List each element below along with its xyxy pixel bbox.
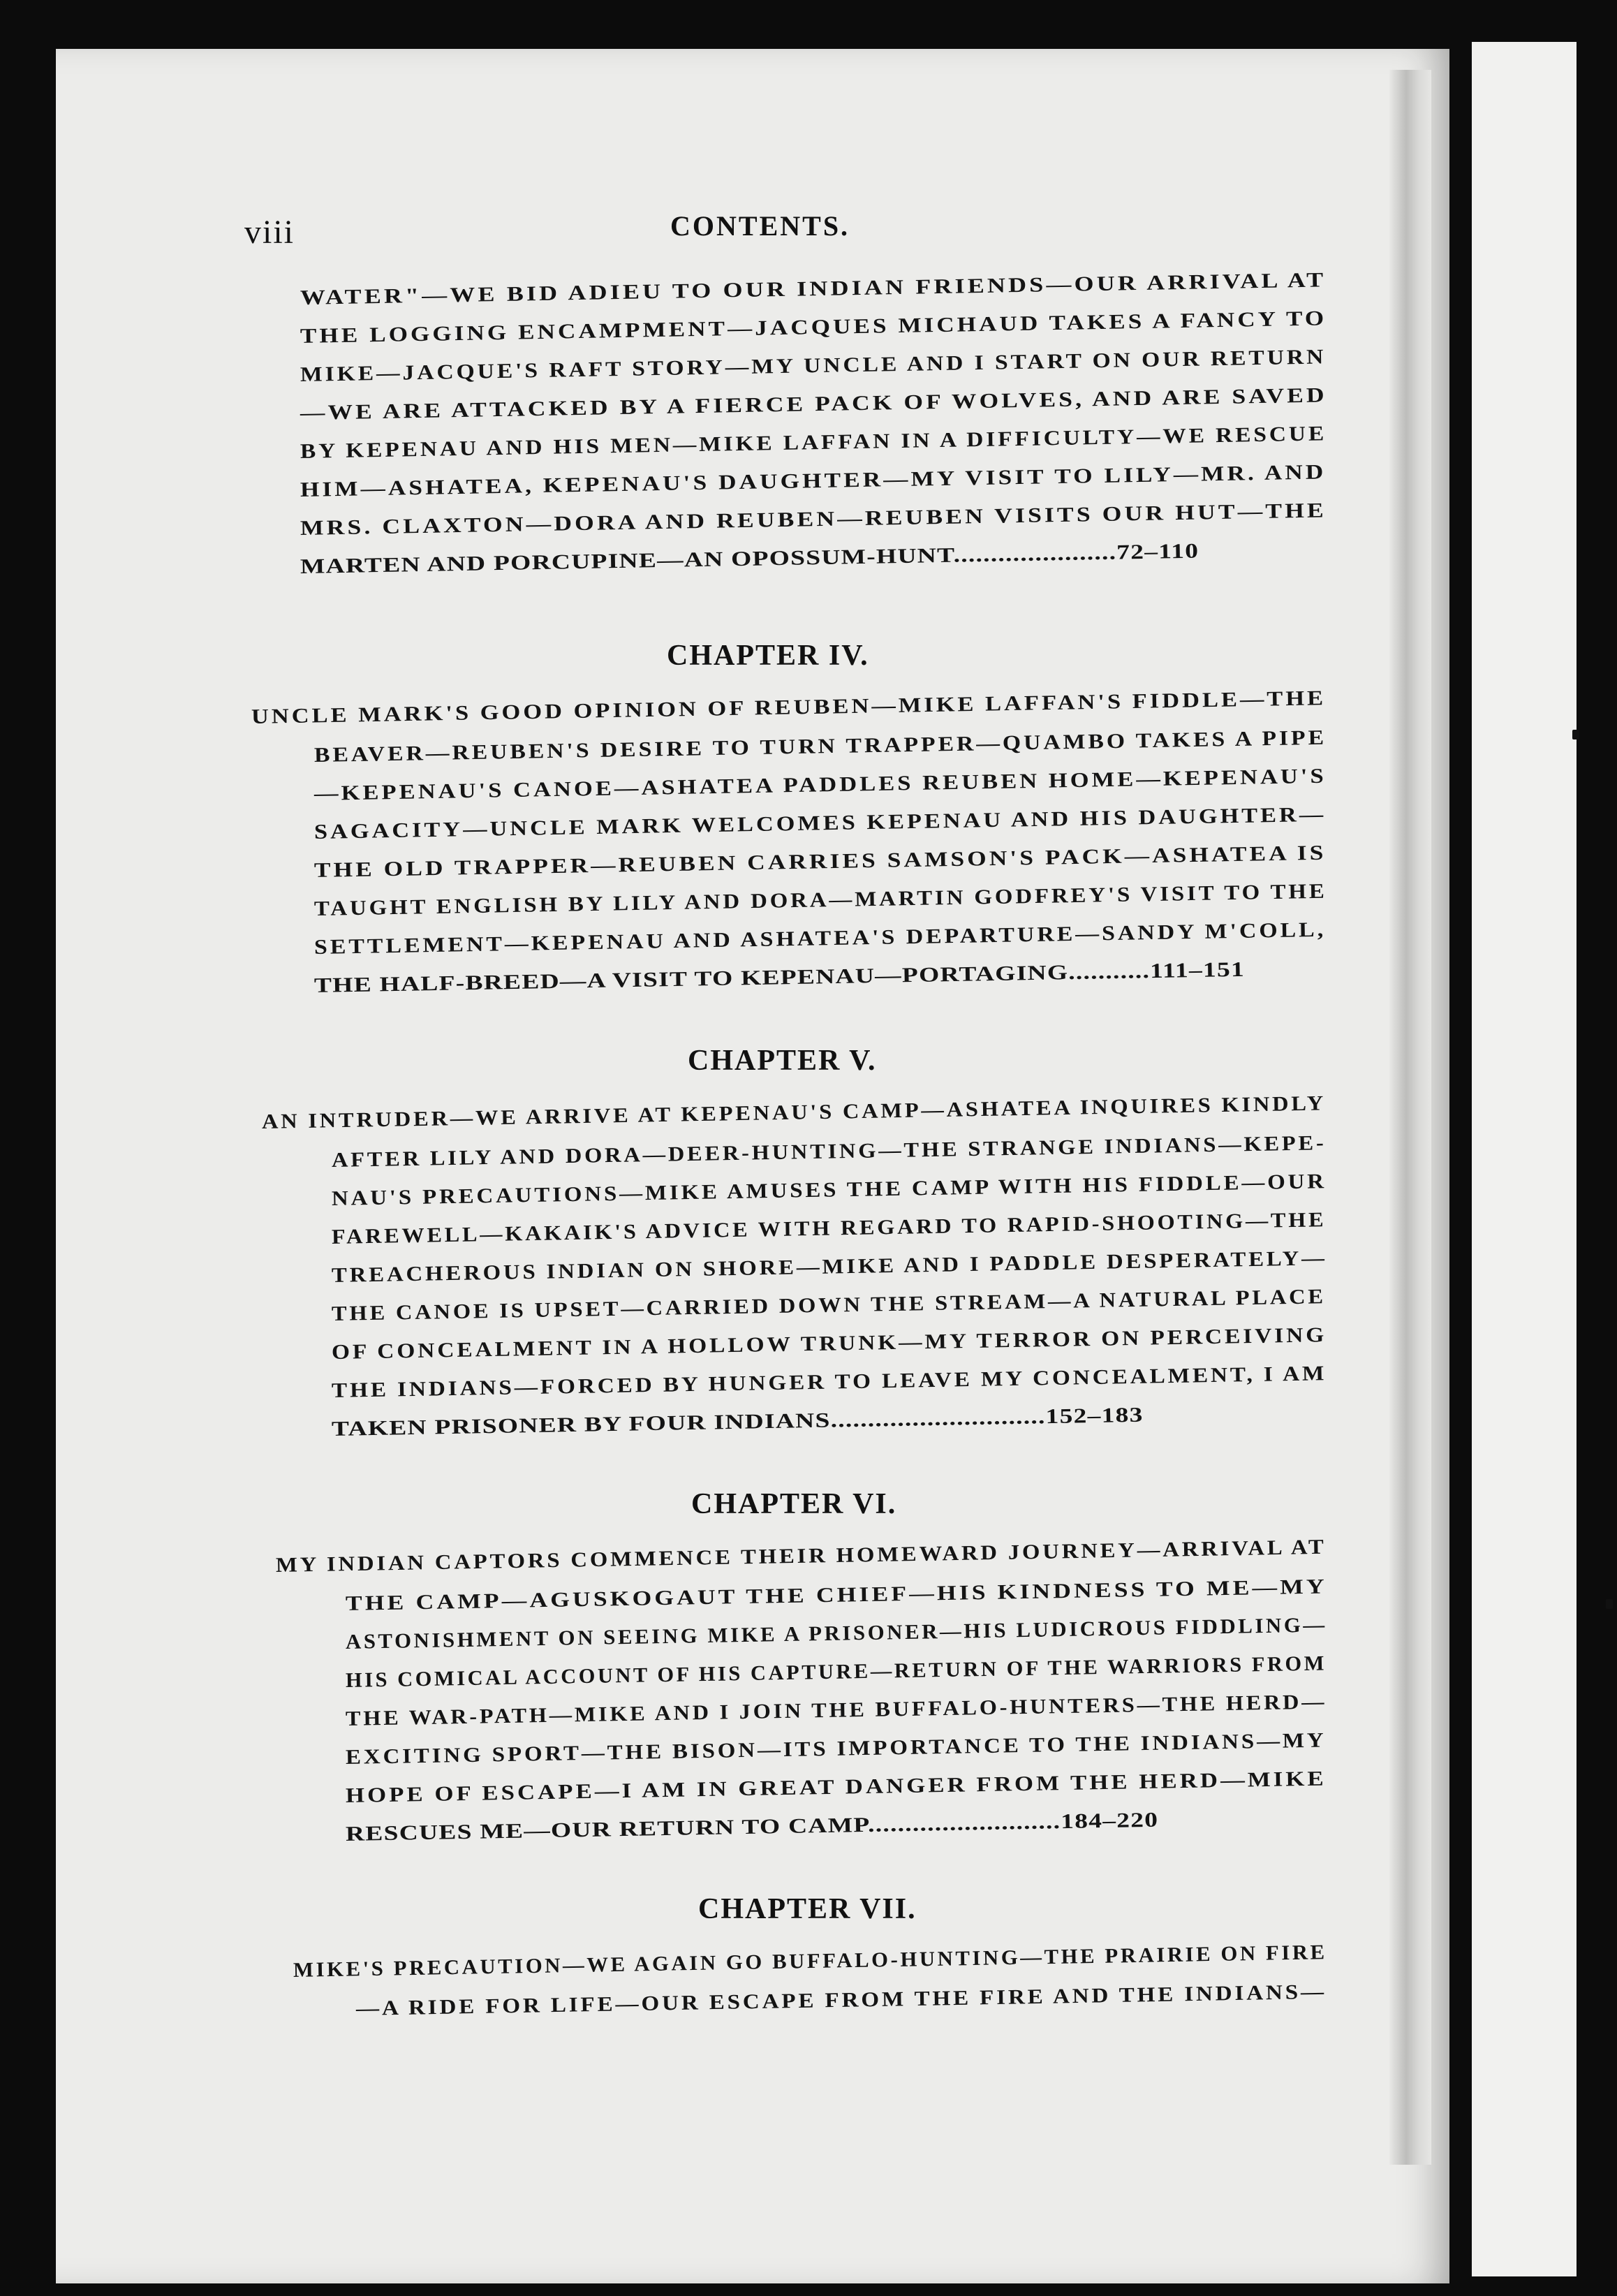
contents-line: BEAVER—REUBEN'S DESIRE TO TURN TRAPPER—QUAMBO TAKES A PIPE: [313, 726, 1327, 767]
contents-line: THE WAR-PATH—MIKE AND I JOIN THE BUFFALO-HUNTERS—THE HERD—: [345, 1690, 1327, 1730]
contents-line: UNCLE MARK'S GOOD OPINION OF REUBEN—MIKE LAFFAN'S FIDDLE—THE: [251, 686, 1327, 728]
page-number: viii: [244, 214, 295, 251]
contents-line: HOPE OF ESCAPE—I AM IN GREAT DANGER FROM THE HERD—MIKE: [345, 1767, 1327, 1807]
contents-line: MY INDIAN CAPTORS COMMENCE THEIR HOMEWARD JOURNEY—ARRIVAL AT: [275, 1535, 1327, 1577]
chapter-heading: CHAPTER VI.: [691, 1488, 897, 1520]
contents-line: WATER"—WE BID ADIEU TO OUR INDIAN FRIENDS—OUR ARRIVAL AT: [300, 268, 1327, 309]
contents-line: AFTER LILY AND DORA—DEER-HUNTING—THE STRANGE INDIANS—KEPE-: [331, 1131, 1327, 1172]
contents-line: THE OLD TRAPPER—REUBEN CARRIES SAMSON'S PACK—ASHATEA IS: [313, 841, 1327, 882]
contents-line: SETTLEMENT—KEPENAU AND ASHATEA'S DEPARTURE—SANDY M'COLL,: [313, 918, 1327, 959]
contents-line: MRS. CLAXTON—DORA AND REUBEN—REUBEN VISITS OUR HUT—THE: [300, 499, 1327, 540]
contents-line: TAUGHT ENGLISH BY LILY AND DORA—MARTIN GODFREY'S VISIT TO THE: [313, 879, 1327, 920]
page-gutter: [1389, 70, 1431, 2165]
facing-page-mark: [1572, 730, 1579, 739]
contents-line: THE CAMP—AGUSKOGAUT THE CHIEF—HIS KINDNESS TO ME—MY: [345, 1575, 1328, 1615]
contents-line: THE CANOE IS UPSET—CARRIED DOWN THE STREAM—A NATURAL PLACE: [331, 1285, 1327, 1325]
contents-line: FAREWELL—KAKAIK'S ADVICE WITH REGARD TO RAPID-SHOOTING—THE: [331, 1208, 1327, 1249]
contents-line: OF CONCEALMENT IN A HOLLOW TRUNK—MY TERROR ON PERCEIVING: [331, 1323, 1327, 1364]
contents-line-with-pages: MARTEN AND PORCUPINE—AN OPOSSUM-HUNT......................72–110: [300, 539, 1199, 578]
contents-line: EXCITING SPORT—THE BISON—ITS IMPORTANCE TO THE INDIANS—MY: [345, 1728, 1327, 1769]
contents-line: NAU'S PRECAUTIONS—MIKE AMUSES THE CAMP WITH HIS FIDDLE—OUR: [331, 1170, 1327, 1210]
contents-line: SAGACITY—UNCLE MARK WELCOMES KEPENAU AND HIS DAUGHTER—: [313, 802, 1327, 844]
chapter-heading: CHAPTER IV.: [667, 640, 869, 672]
contents-line-with-pages: RESCUES ME—OUR RETURN TO CAMP..........................184–220: [345, 1808, 1159, 1846]
contents-line: ASTONISHMENT ON SEEING MIKE A PRISONER—HIS LUDICROUS FIDDLING—: [345, 1613, 1328, 1654]
contents-line: AN INTRUDER—WE ARRIVE AT KEPENAU'S CAMP—ASHATEA INQUIRES KINDLY: [261, 1091, 1327, 1133]
contents-line-with-pages: TAKEN PRISONER BY FOUR INDIANS.............................152–183: [331, 1403, 1144, 1441]
chapter-heading: CHAPTER VII.: [698, 1893, 917, 1925]
contents-line: THE LOGGING ENCAMPMENT—JACQUES MICHAUD TAKES A FANCY TO: [300, 307, 1327, 348]
contents-line: —A RIDE FOR LIFE—OUR ESCAPE FROM THE FIRE AND THE INDIANS—: [355, 1980, 1327, 2020]
contents-line: MIKE—JACQUE'S RAFT STORY—MY UNCLE AND I START ON OUR RETURN: [300, 345, 1327, 386]
contents-line: —KEPENAU'S CANOE—ASHATEA PADDLES REUBEN HOME—KEPENAU'S: [313, 764, 1327, 805]
chapter-heading: CHAPTER V.: [688, 1045, 877, 1077]
contents-line: TREACHEROUS INDIAN ON SHORE—MIKE AND I PADDLE DESPERATELY—: [331, 1246, 1328, 1287]
contents-line: THE INDIANS—FORCED BY HUNGER TO LEAVE MY CONCEALMENT, I AM: [331, 1362, 1327, 1402]
contents-line: MIKE'S PRECAUTION—WE AGAIN GO BUFFALO-HUNTING—THE PRAIRIE ON FIRE: [293, 1941, 1327, 1982]
facing-page-edge: [1472, 42, 1577, 2276]
contents-line: HIS COMICAL ACCOUNT OF HIS CAPTURE—RETURN OF THE WARRIORS FROM: [345, 1651, 1327, 1692]
contents-line-with-pages: THE HALF-BREED—A VISIT TO KEPENAU—PORTAGING...........111–151: [313, 957, 1246, 997]
contents-line: HIM—ASHATEA, KEPENAU'S DAUGHTER—MY VISIT TO LILY—MR. AND: [300, 460, 1327, 501]
page-title: CONTENTS.: [670, 210, 850, 242]
contents-line: BY KEPENAU AND HIS MEN—MIKE LAFFAN IN A DIFFICULTY—WE RESCUE: [300, 422, 1327, 463]
contents-line: —WE ARE ATTACKED BY A FIERCE PACK OF WOLVES, AND ARE SAVED: [300, 383, 1327, 425]
facing-page-mark: [1606, 1599, 1613, 1609]
